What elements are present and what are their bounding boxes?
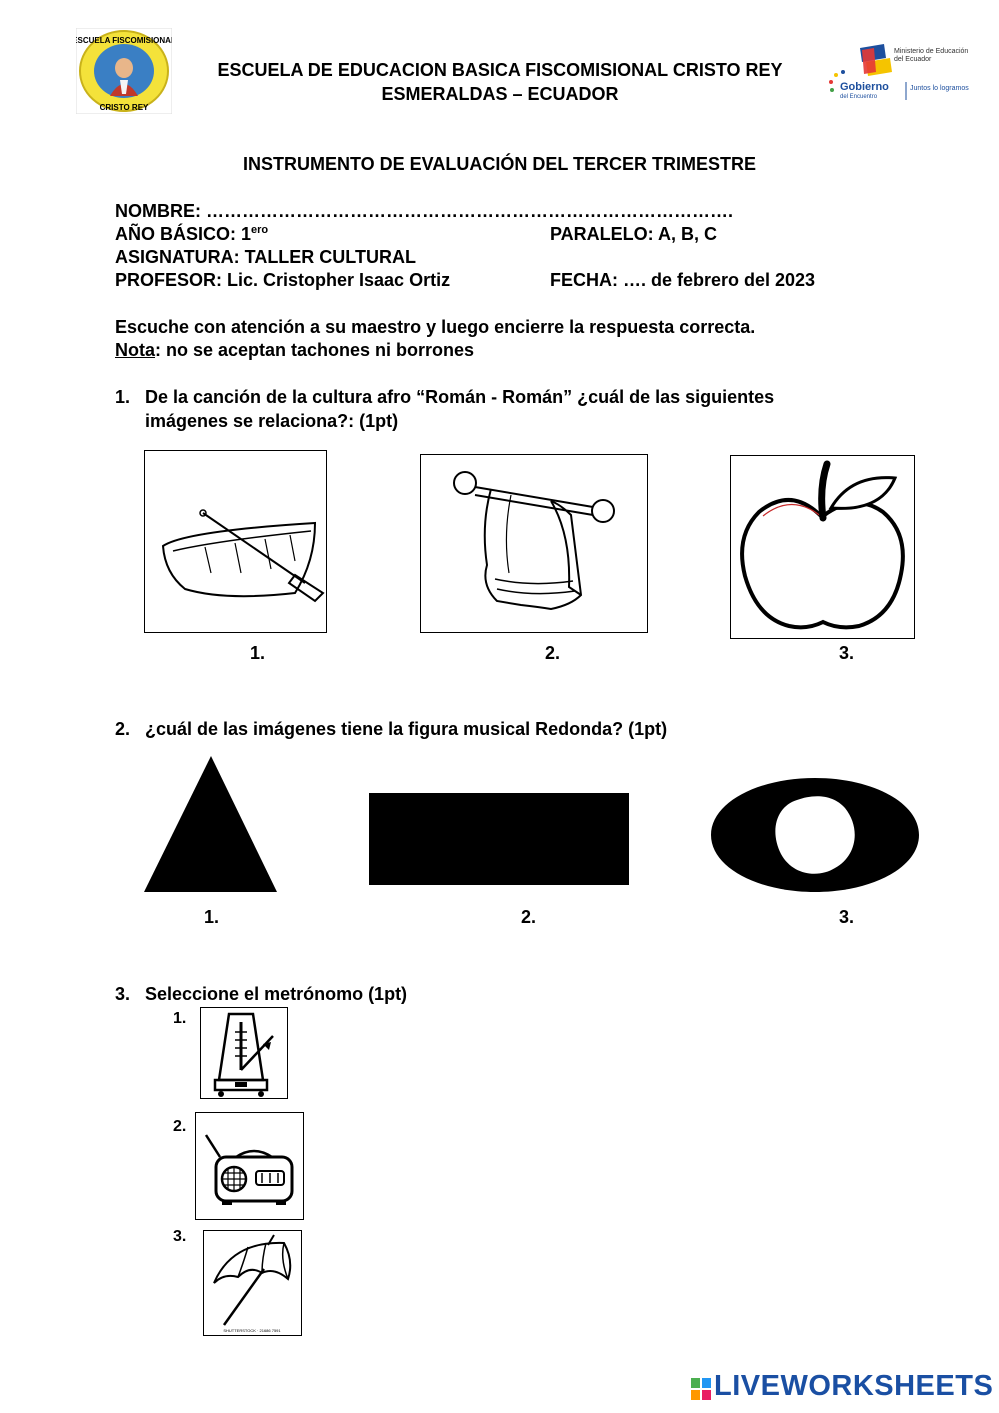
question-1-text-2: imágenes se relaciona?: (1pt) [145,411,399,431]
question-2-text: ¿cuál de las imágenes tiene la figura musical Redonda? (1pt) [145,719,668,739]
triangle-icon [144,756,278,892]
q2-option-1[interactable]: 1. [204,907,220,927]
metronome-icon [201,1008,286,1097]
instructions-line: Escuche con atención a su maestro y luego encierre la respuesta correcta. [115,317,756,337]
canoe-icon [145,451,325,631]
school-location: ESMERALDAS – ECUADOR [381,84,619,104]
towel-image-option[interactable] [420,454,648,633]
question-3-text: Seleccione el metrónomo (1pt) [145,984,408,1004]
radio-icon [196,1113,302,1218]
question-1-text: De la canción de la cultura afro “Román - Román” ¿cuál de las siguientes [145,387,775,407]
umbrella-caption: SHUTTERSTOCK · 21686 7591 [223,1328,281,1333]
gov-logo-ministry: Ministerio de Educación del Ecuador [894,48,969,63]
metronome-image-option[interactable] [200,1007,288,1099]
q3-option-3[interactable]: 3. [173,1228,187,1245]
apple-icon [731,456,913,637]
q1-option-3[interactable]: 3. [839,643,855,663]
fecha: FECHA: …. de febrero del 2023 [550,270,816,290]
government-logo [826,42,976,104]
liveworksheets-brand[interactable]: LIVEWORKSHEETS [714,1370,994,1402]
rectangle-shape-option[interactable] [369,793,629,885]
nombre-field: NOMBRE: ……………………………………………………………………………. [115,201,733,221]
q2-option-2[interactable]: 2. [521,907,537,927]
seal-text-bottom: CRISTO REY [99,103,149,112]
triangle-shape-option[interactable] [144,756,278,892]
gov-logo-sub: del Encuentro [840,94,878,100]
question-3-number: 3. [115,984,131,1004]
profesor: PROFESOR: Lic. Cristopher Isaac Ortiz [115,270,451,290]
anio-basico-label: AÑO BÁSICO: 1 [115,224,252,244]
umbrella-image-option[interactable] [203,1230,302,1336]
nota-label: Nota [115,340,155,360]
paralelo: PARALELO: A, B, C [550,224,717,244]
liveworksheets-logo-icon [691,1378,711,1400]
anio-basico [115,224,268,245]
question-1-number: 1. [115,387,131,407]
anio-basico-sup: ero [251,224,269,236]
q3-option-1[interactable]: 1. [173,1010,187,1027]
q3-option-2[interactable]: 2. [173,1118,187,1135]
school-seal [76,28,172,114]
nota-line [115,340,474,361]
q1-option-2[interactable]: 2. [545,643,561,663]
school-name: ESCUELA DE EDUCACION BASICA FISCOMISIONAL CRISTO REY [217,60,783,80]
page-title: INSTRUMENTO DE EVALUACIÓN DEL TERCER TRIMESTRE [242,154,757,174]
umbrella-icon [204,1231,300,1334]
q2-option-3[interactable]: 3. [839,907,855,927]
q1-option-1[interactable]: 1. [250,643,266,663]
whole-note-icon [711,778,919,892]
gov-logo-slogan: Juntos lo logramos [910,85,969,92]
question-2-number: 2. [115,719,131,739]
asignatura: ASIGNATURA: TALLER CULTURAL [115,247,416,267]
whole-note-shape-option[interactable] [711,778,919,892]
nota-text: : no se aceptan tachones ni borrones [155,340,475,360]
apple-image-option[interactable] [730,455,915,639]
towel-icon [421,455,646,631]
canoe-image-option[interactable] [144,450,327,633]
radio-image-option[interactable] [195,1112,304,1220]
seal-text-top: ESCUELA FISCOMISIONAL [76,36,172,45]
gov-logo-name: Gobierno [840,81,889,93]
